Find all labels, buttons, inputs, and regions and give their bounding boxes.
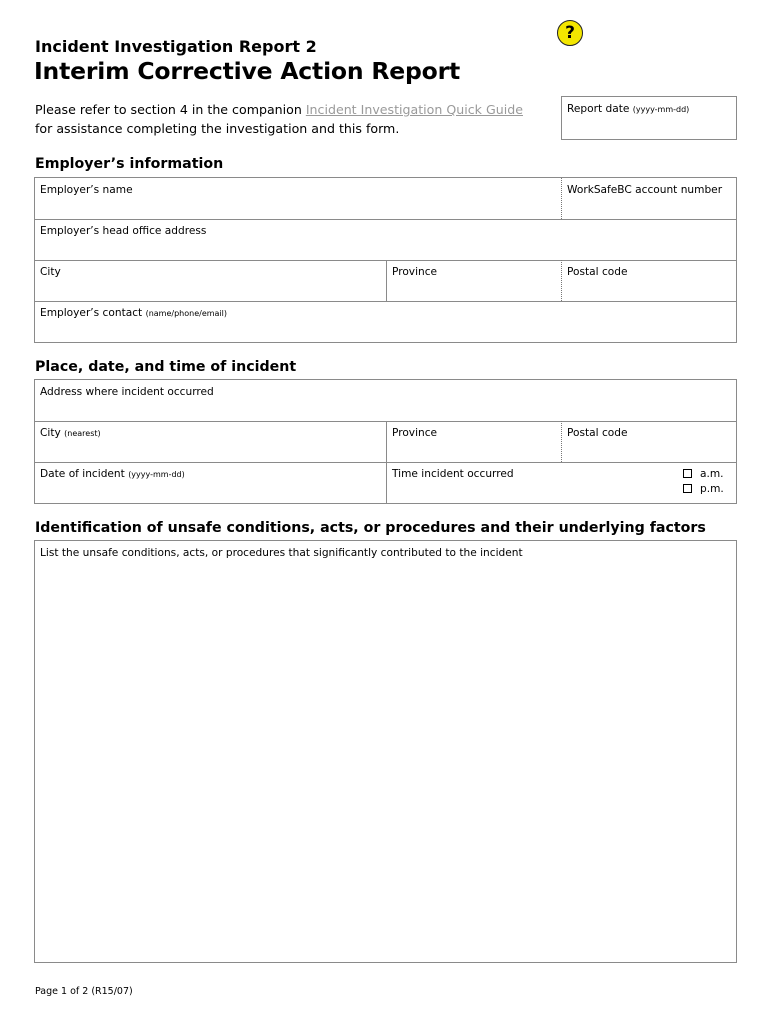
employer-name-field[interactable] [35, 178, 561, 219]
incident-date-hint: (yyyy-mm-dd) [128, 470, 185, 479]
report-date-field[interactable] [561, 96, 737, 140]
am-checkbox[interactable] [683, 469, 692, 478]
incident-address-field[interactable] [35, 380, 737, 421]
employer-postal-field[interactable] [561, 260, 737, 301]
incident-date-label: Date of incident (yyyy-mm-dd) [40, 468, 185, 480]
employer-contact-field[interactable] [35, 301, 737, 343]
employer-contact-hint: (name/phone/email) [145, 309, 227, 318]
employer-section-title: Employer’s information [35, 156, 224, 172]
account-number-label: WorkSafeBC account number [567, 184, 723, 196]
pm-label: p.m. [700, 483, 724, 495]
incident-time-field[interactable] [386, 462, 737, 504]
incident-time-label: Time incident occurred [392, 468, 514, 480]
incident-city-field[interactable] [35, 421, 386, 462]
form-subtitle: Incident Investigation Report 2 [35, 37, 317, 56]
intro-text-before-link: Please refer to section 4 in the companion [35, 102, 306, 117]
incident-postal-field[interactable] [561, 421, 737, 462]
page-title: Interim Corrective Action Report [34, 57, 461, 85]
unsafe-section-title: Identification of unsafe conditions, acts, or procedures and their underlying factors [35, 520, 706, 536]
employer-postal-label: Postal code [567, 266, 628, 278]
page-footer: Page 1 of 2 (R15/07) [35, 986, 133, 997]
employer-province-label: Province [392, 266, 438, 278]
incident-section-title: Place, date, and time of incident [35, 359, 297, 375]
employer-contact-label: Employer’s contact (name/phone/email) [40, 307, 227, 319]
incident-date-field[interactable] [35, 462, 386, 504]
unsafe-conditions-label: List the unsafe conditions, acts, or procedures that significantly contributed to the incident [40, 547, 523, 559]
incident-province-field[interactable] [386, 421, 561, 462]
unsafe-conditions-field[interactable] [34, 540, 737, 963]
employer-city-field[interactable] [35, 260, 386, 301]
incident-province-label: Province [392, 427, 438, 439]
report-date-hint: (yyyy-mm-dd) [632, 105, 690, 114]
incident-address-label: Address where incident occurred [40, 386, 214, 398]
incident-info-table [34, 379, 737, 504]
report-date-label: Report date (yyyy-mm-dd) [567, 103, 690, 115]
incident-city-hint: (nearest) [64, 429, 101, 438]
employer-province-field[interactable] [386, 260, 561, 301]
employer-city-label: City [40, 266, 61, 278]
employer-name-label: Employer’s name [40, 184, 133, 196]
account-number-field[interactable] [561, 178, 737, 219]
employer-info-table [34, 177, 737, 343]
incident-city-label: City (nearest) [40, 427, 101, 439]
quick-guide-link[interactable]: Incident Investigation Quick Guide [305, 102, 523, 117]
am-label: a.m. [700, 468, 724, 480]
help-icon[interactable]: ? [557, 20, 583, 46]
head-office-address-label: Employer’s head office address [40, 225, 207, 237]
head-office-address-field[interactable] [35, 219, 737, 260]
intro-text [35, 100, 523, 138]
intro-text-after-link: for assistance completing the investigation and this form. [35, 121, 400, 136]
pm-checkbox[interactable] [683, 484, 692, 493]
incident-postal-label: Postal code [567, 427, 628, 439]
